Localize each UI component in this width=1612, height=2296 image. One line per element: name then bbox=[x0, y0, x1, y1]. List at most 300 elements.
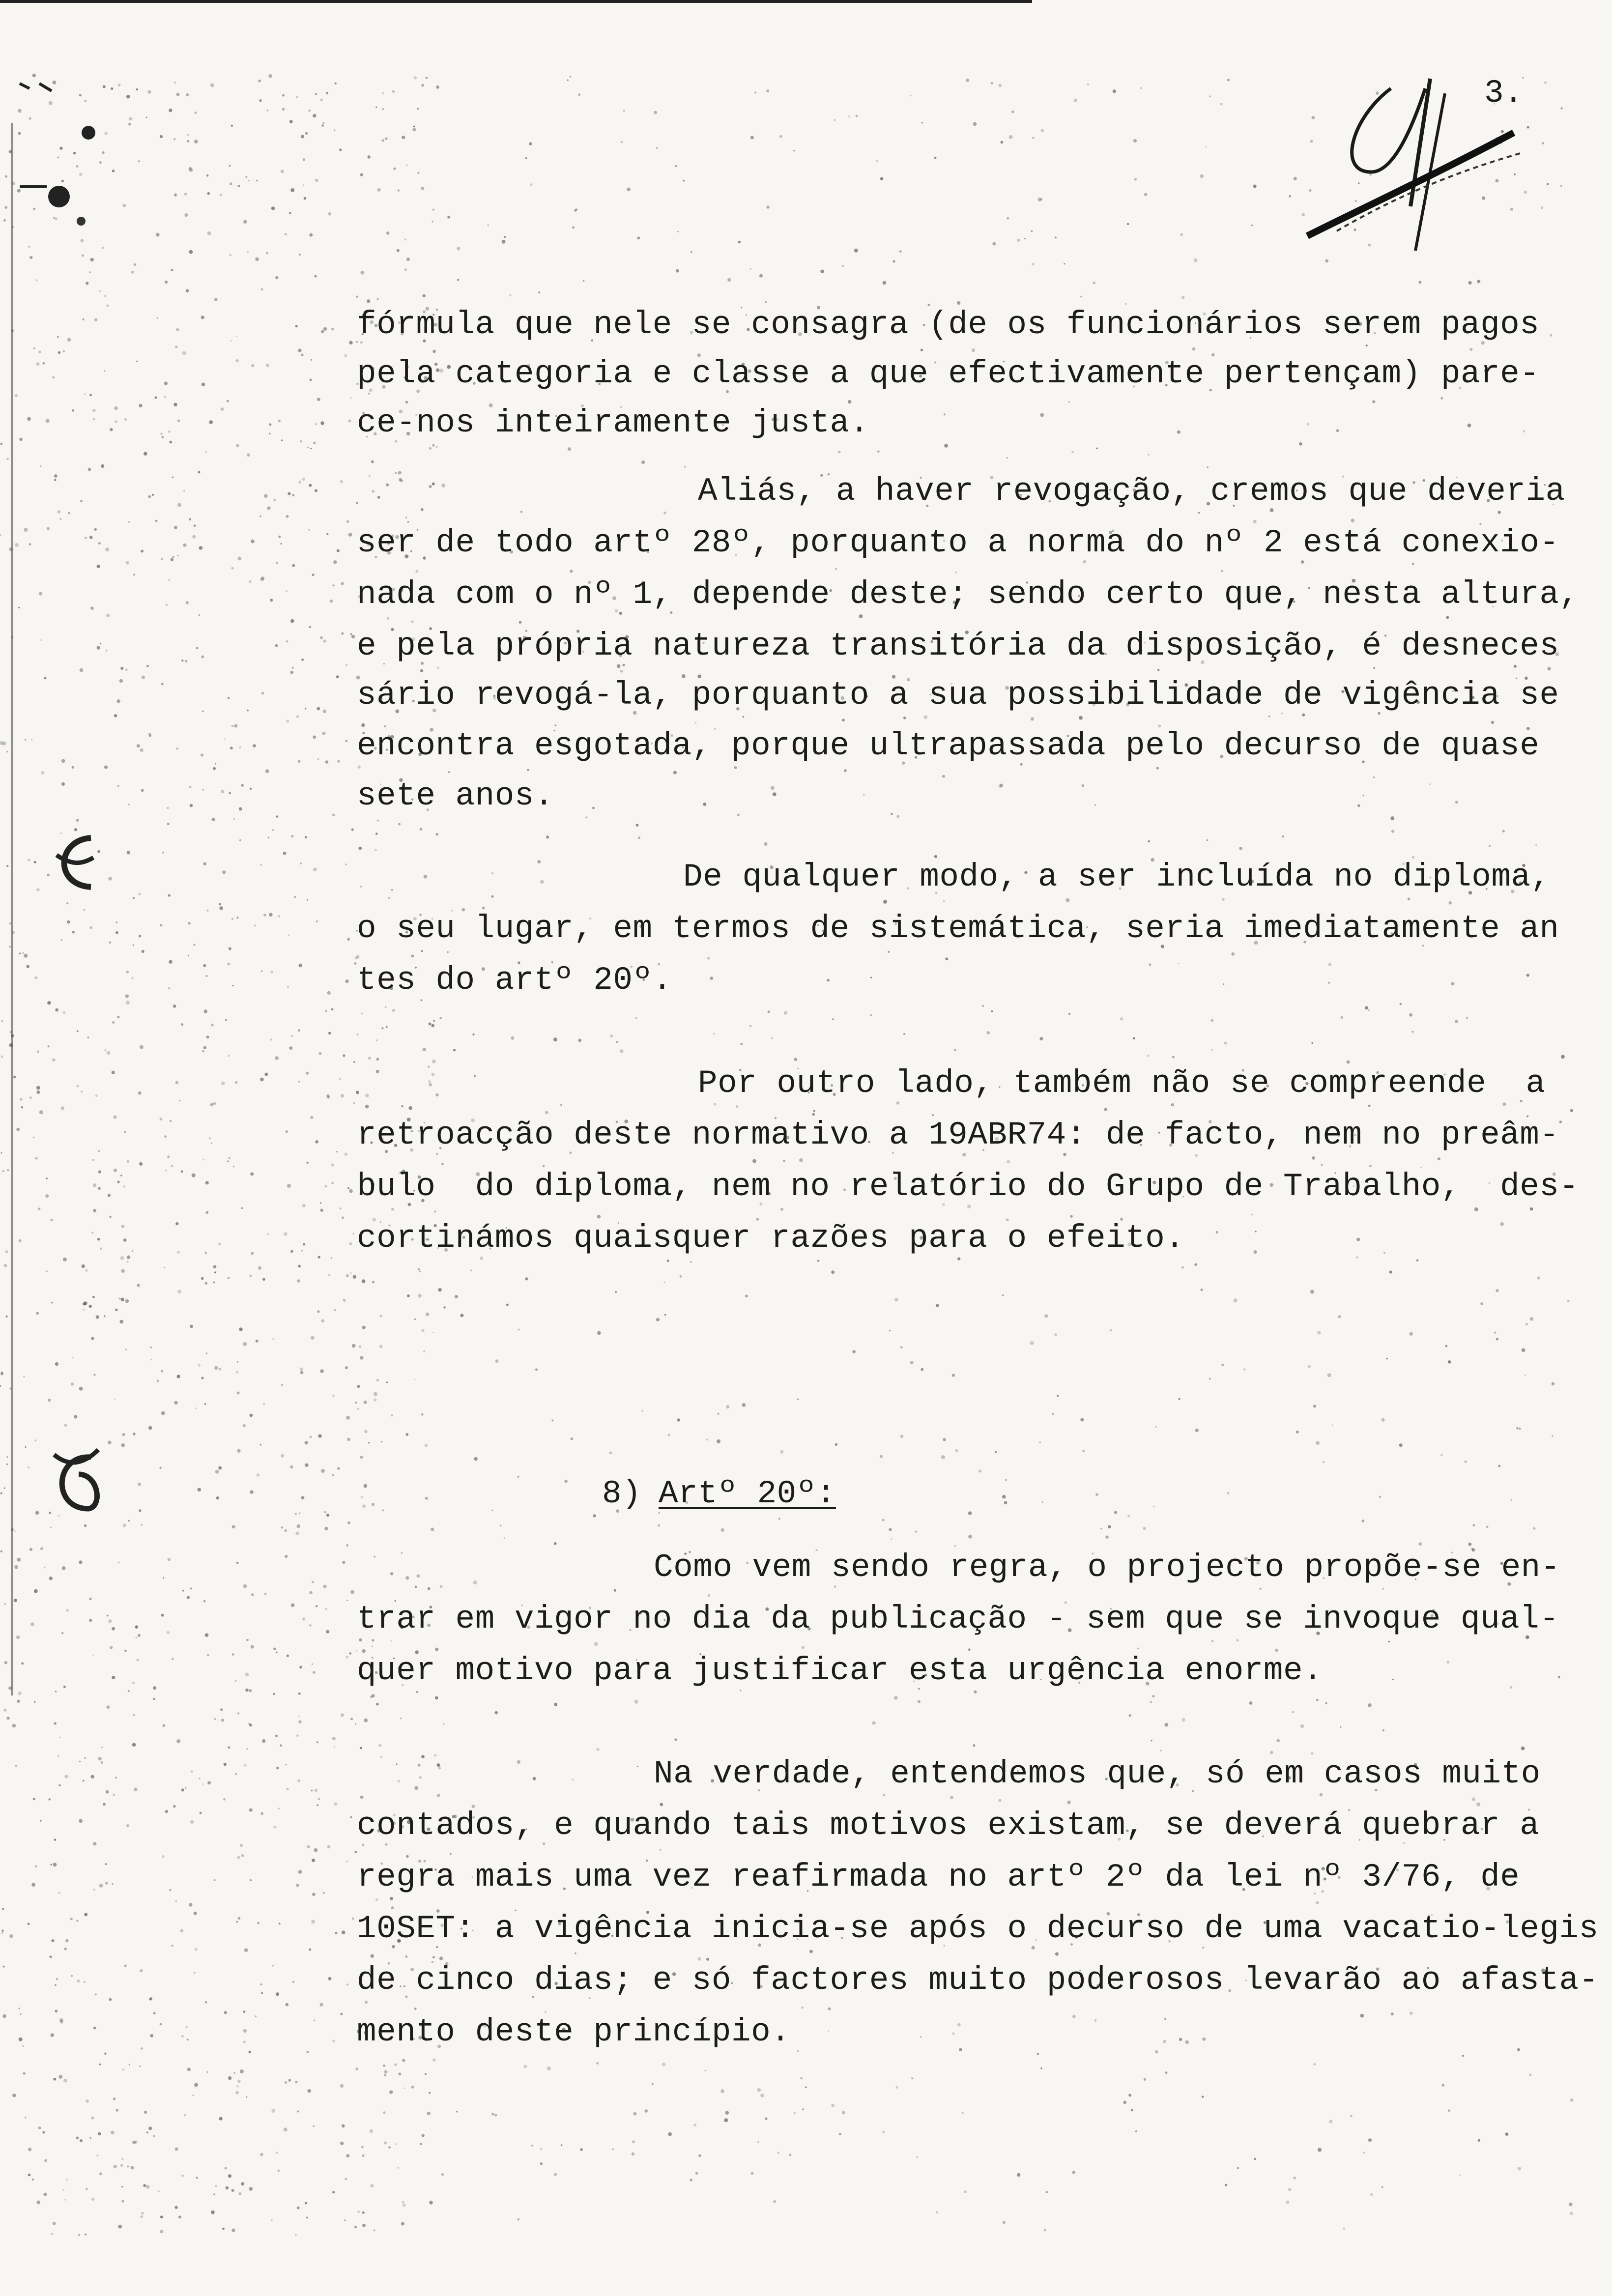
scan-speck bbox=[163, 1724, 166, 1727]
scan-speck bbox=[305, 708, 307, 710]
scan-speck bbox=[288, 2079, 291, 2082]
scan-speck bbox=[1180, 233, 1182, 236]
scan-speck bbox=[260, 864, 262, 866]
scan-speck bbox=[432, 1073, 435, 1076]
scan-speck bbox=[313, 442, 316, 445]
scan-speck bbox=[1094, 2019, 1097, 2022]
scan-speck bbox=[348, 533, 352, 537]
scan-speck bbox=[561, 2144, 563, 2146]
scan-speck bbox=[251, 1593, 254, 1596]
scan-speck bbox=[70, 1918, 73, 1920]
scan-speck bbox=[325, 1010, 327, 1012]
scan-speck bbox=[1351, 2115, 1353, 2117]
scan-speck bbox=[194, 524, 196, 527]
scan-speck bbox=[112, 1676, 115, 1679]
scan-speck bbox=[317, 1804, 318, 1806]
scan-speck bbox=[668, 2132, 672, 2136]
scan-speck bbox=[1494, 1331, 1497, 1334]
scan-speck bbox=[425, 2073, 427, 2075]
scan-speck bbox=[292, 1981, 294, 1983]
scan-speck bbox=[207, 910, 209, 912]
scan-speck bbox=[156, 1379, 159, 1382]
scan-speck bbox=[192, 535, 196, 539]
scan-speck bbox=[391, 1414, 393, 1416]
scan-speck bbox=[345, 863, 347, 865]
scan-speck bbox=[396, 2143, 398, 2145]
scan-speck bbox=[419, 1776, 422, 1779]
scan-speck bbox=[16, 1128, 20, 1131]
scan-speck bbox=[1181, 296, 1185, 299]
scan-speck bbox=[403, 2088, 405, 2090]
scan-speck bbox=[260, 1444, 261, 1445]
scan-speck bbox=[389, 2091, 393, 2094]
scan-speck bbox=[163, 1577, 164, 1578]
scan-speck bbox=[838, 451, 841, 454]
scan-speck bbox=[992, 242, 996, 245]
scan-speck bbox=[31, 1883, 35, 1887]
scan-speck bbox=[301, 1496, 305, 1499]
scan-speck bbox=[19, 2038, 23, 2041]
scan-speck bbox=[424, 875, 428, 879]
scan-speck bbox=[146, 2131, 148, 2133]
scan-speck bbox=[282, 94, 285, 96]
scan-speck bbox=[523, 2065, 527, 2068]
scan-speck bbox=[421, 1413, 424, 1416]
scan-speck bbox=[22, 2045, 24, 2047]
scan-speck bbox=[124, 1650, 126, 1652]
scan-speck bbox=[447, 216, 450, 219]
scan-speck bbox=[392, 1009, 395, 1012]
scan-speck bbox=[148, 2126, 152, 2130]
scan-speck bbox=[246, 1639, 249, 1641]
scan-speck bbox=[374, 2230, 375, 2232]
scan-speck bbox=[333, 585, 335, 587]
scan-speck bbox=[40, 1820, 41, 1821]
scan-speck bbox=[199, 614, 200, 616]
scan-speck bbox=[42, 2131, 45, 2133]
scan-speck bbox=[382, 92, 384, 94]
scan-speck bbox=[266, 252, 268, 255]
scan-speck bbox=[195, 1948, 198, 1951]
scan-speck bbox=[179, 1100, 180, 1101]
scan-speck bbox=[331, 1257, 332, 1259]
scan-speck bbox=[417, 1574, 420, 1578]
scan-speck bbox=[596, 2062, 599, 2065]
scan-speck bbox=[251, 540, 255, 544]
scan-speck bbox=[93, 1889, 96, 1891]
scan-speck bbox=[272, 1338, 274, 1340]
scan-speck bbox=[332, 2039, 335, 2042]
scan-speck bbox=[1194, 258, 1198, 262]
scan-speck bbox=[29, 1096, 32, 1099]
scan-speck bbox=[1225, 2184, 1227, 2186]
scan-speck bbox=[109, 942, 111, 944]
scan-speck bbox=[350, 1272, 351, 1274]
scan-speck bbox=[793, 150, 795, 151]
scan-speck bbox=[257, 1922, 259, 1924]
scan-speck bbox=[342, 1561, 345, 1564]
scan-speck bbox=[28, 1923, 30, 1925]
scan-speck bbox=[202, 1783, 203, 1785]
scan-speck bbox=[385, 1006, 387, 1008]
scan-speck bbox=[243, 1424, 246, 1427]
scan-speck bbox=[257, 1473, 259, 1476]
scan-speck bbox=[236, 1562, 239, 1564]
text-line: encontra esgotada, porque ultrapassada pelo decurso de quase bbox=[357, 727, 1540, 764]
scan-speck bbox=[334, 1309, 336, 1311]
scan-speck bbox=[391, 889, 393, 891]
scan-speck bbox=[114, 1399, 115, 1400]
scan-speck bbox=[106, 305, 109, 307]
scan-speck bbox=[92, 1655, 94, 1656]
scan-speck bbox=[520, 511, 522, 513]
scan-speck bbox=[1144, 193, 1148, 196]
scan-speck bbox=[358, 2210, 360, 2212]
scan-speck bbox=[177, 1251, 180, 1254]
scan-speck bbox=[229, 947, 231, 950]
scan-speck bbox=[535, 1368, 538, 1371]
scan-speck bbox=[196, 2177, 198, 2179]
scan-speck bbox=[228, 1747, 230, 1749]
scan-speck bbox=[241, 1854, 244, 1857]
scan-speck bbox=[260, 2153, 263, 2156]
scan-speck bbox=[155, 520, 158, 522]
scan-speck bbox=[129, 2064, 130, 2065]
scan-speck bbox=[134, 1788, 138, 1792]
scan-speck bbox=[0, 1385, 1, 1387]
scan-speck bbox=[360, 1747, 362, 1749]
scan-speck bbox=[303, 1243, 305, 1245]
scan-speck bbox=[352, 1344, 356, 1348]
scan-speck bbox=[1, 1056, 3, 1058]
scan-speck bbox=[345, 979, 349, 983]
text-line: retroacção deste normativo a 19ABR74: de facto, nem no preâm- bbox=[357, 1117, 1559, 1153]
scan-speck bbox=[289, 1046, 292, 1050]
scan-speck bbox=[142, 675, 145, 679]
scan-speck bbox=[126, 561, 129, 565]
scan-speck bbox=[621, 141, 623, 144]
scan-speck bbox=[423, 1048, 426, 1051]
scan-speck bbox=[401, 480, 403, 483]
scan-speck bbox=[1478, 2139, 1480, 2142]
scan-speck bbox=[177, 555, 179, 556]
scan-speck bbox=[160, 2023, 162, 2026]
scan-speck bbox=[1080, 1418, 1084, 1422]
scan-speck bbox=[248, 180, 250, 182]
scan-speck bbox=[88, 1305, 92, 1308]
scan-speck bbox=[85, 2234, 86, 2236]
scan-speck bbox=[181, 660, 183, 661]
scan-speck bbox=[1178, 1398, 1180, 1400]
scan-speck bbox=[206, 1035, 209, 1038]
scan-speck bbox=[181, 1023, 183, 1026]
scan-speck bbox=[336, 1151, 338, 1152]
scan-speck bbox=[83, 1780, 85, 1782]
scan-speck bbox=[232, 1653, 234, 1656]
scan-speck bbox=[358, 847, 362, 850]
scan-speck bbox=[1500, 1222, 1504, 1226]
scan-speck bbox=[53, 2222, 56, 2225]
scan-speck bbox=[1368, 2138, 1372, 2142]
scan-speck bbox=[91, 2117, 94, 2120]
scan-speck bbox=[1447, 1661, 1450, 1664]
scan-speck bbox=[361, 1496, 363, 1498]
scan-speck bbox=[174, 526, 177, 529]
scan-speck bbox=[191, 1771, 193, 1773]
scan-speck bbox=[221, 790, 224, 793]
scan-speck bbox=[97, 1238, 100, 1241]
scan-speck bbox=[72, 766, 74, 769]
scan-speck bbox=[400, 1718, 402, 1719]
scan-speck bbox=[1382, 1729, 1384, 1731]
scan-speck bbox=[38, 350, 41, 353]
scan-speck bbox=[1165, 2071, 1168, 2074]
scan-speck bbox=[828, 2008, 831, 2010]
scan-speck bbox=[77, 1980, 80, 1982]
scan-speck bbox=[107, 1051, 111, 1055]
scan-speck bbox=[271, 2220, 272, 2221]
scan-speck bbox=[623, 110, 625, 112]
scan-speck bbox=[341, 1094, 345, 1098]
scan-speck bbox=[47, 1001, 51, 1004]
scan-speck bbox=[1343, 2228, 1345, 2230]
scan-speck bbox=[662, 2063, 665, 2066]
scan-speck bbox=[1227, 79, 1230, 81]
scan-speck bbox=[1466, 1017, 1468, 1019]
scan-speck bbox=[213, 1102, 216, 1105]
scan-speck bbox=[297, 2207, 300, 2210]
scan-speck bbox=[214, 1366, 218, 1370]
scan-speck bbox=[158, 2190, 160, 2192]
scan-speck bbox=[183, 544, 187, 547]
scan-speck bbox=[99, 2172, 102, 2175]
scan-speck bbox=[944, 444, 948, 448]
scan-speck bbox=[437, 1794, 440, 1797]
text-line: contados, e quando tais motivos existam, se deverá quebrar a bbox=[357, 1807, 1540, 1844]
scan-speck bbox=[1140, 87, 1142, 89]
scan-speck bbox=[331, 1182, 334, 1184]
scan-speck bbox=[280, 1744, 282, 1747]
scan-speck bbox=[54, 474, 58, 478]
scan-speck bbox=[1148, 840, 1150, 842]
scan-speck bbox=[338, 760, 340, 763]
scan-speck bbox=[1209, 1378, 1210, 1379]
scan-speck bbox=[372, 1503, 374, 1506]
scan-speck bbox=[1209, 95, 1211, 97]
scan-speck bbox=[920, 2036, 921, 2038]
scan-speck bbox=[297, 1279, 300, 1283]
scan-speck bbox=[136, 361, 138, 362]
scan-speck bbox=[740, 1043, 743, 1045]
scan-speck bbox=[426, 77, 428, 79]
scan-speck bbox=[1211, 1049, 1213, 1051]
scan-speck bbox=[1310, 1290, 1314, 1293]
scan-speck bbox=[1179, 2038, 1182, 2041]
scan-speck bbox=[889, 1330, 891, 1331]
scan-speck bbox=[456, 2111, 458, 2112]
scan-speck bbox=[676, 269, 679, 273]
scan-speck bbox=[828, 2030, 829, 2032]
scan-speck bbox=[351, 829, 354, 831]
scan-speck bbox=[420, 2143, 422, 2145]
scan-speck bbox=[275, 1056, 279, 1060]
scan-speck bbox=[1526, 1323, 1528, 1325]
scan-speck bbox=[121, 1443, 125, 1447]
scan-speck bbox=[351, 635, 355, 638]
scan-speck bbox=[51, 2233, 53, 2235]
scan-speck bbox=[313, 114, 317, 118]
scan-speck bbox=[287, 1655, 289, 1657]
scan-speck bbox=[751, 2172, 753, 2175]
scan-speck bbox=[398, 1780, 400, 1782]
scan-speck bbox=[677, 1418, 680, 1421]
scan-speck bbox=[1068, 401, 1070, 403]
scan-speck bbox=[310, 448, 312, 449]
scan-speck bbox=[271, 2109, 275, 2113]
scan-speck bbox=[170, 1120, 172, 1122]
scan-speck bbox=[231, 567, 234, 570]
scan-speck bbox=[213, 1265, 217, 1268]
scan-speck bbox=[349, 1189, 353, 1193]
scan-speck bbox=[780, 1450, 783, 1454]
scan-speck bbox=[1313, 1405, 1316, 1407]
scan-speck bbox=[436, 833, 438, 835]
scan-speck bbox=[175, 345, 177, 348]
scan-speck bbox=[759, 274, 763, 278]
scan-speck bbox=[194, 1972, 195, 1974]
scan-speck bbox=[764, 842, 768, 846]
scan-speck bbox=[123, 1185, 126, 1188]
scan-speck bbox=[328, 1977, 332, 1980]
scan-speck bbox=[1234, 1298, 1238, 1302]
scan-speck bbox=[361, 2146, 364, 2148]
scan-speck bbox=[896, 2086, 898, 2089]
scan-speck bbox=[571, 1437, 573, 1440]
scan-speck bbox=[228, 1277, 230, 1279]
scan-speck bbox=[164, 396, 166, 398]
scan-speck bbox=[124, 1131, 126, 1133]
scan-speck bbox=[915, 1531, 917, 1533]
scan-speck bbox=[1455, 1020, 1458, 1023]
scan-speck bbox=[109, 1216, 112, 1218]
scan-speck bbox=[249, 1808, 253, 1812]
scan-speck bbox=[76, 2137, 79, 2140]
scan-speck bbox=[123, 1238, 127, 1242]
scan-speck bbox=[131, 2166, 134, 2170]
scan-speck bbox=[593, 1514, 596, 1517]
scan-speck bbox=[309, 1435, 312, 1438]
scan-speck bbox=[182, 1590, 184, 1592]
scan-speck bbox=[894, 1298, 898, 1302]
scan-speck bbox=[236, 336, 237, 337]
scan-speck bbox=[1561, 1055, 1565, 1059]
scan-speck bbox=[205, 451, 207, 453]
scan-speck bbox=[77, 1030, 79, 1032]
scan-speck bbox=[368, 1057, 371, 1060]
scan-speck bbox=[273, 1693, 275, 1695]
scan-speck bbox=[260, 1983, 262, 1985]
scan-speck bbox=[423, 1350, 425, 1352]
scan-speck bbox=[554, 1542, 557, 1545]
scan-speck bbox=[296, 1524, 300, 1528]
scan-speck bbox=[312, 1581, 314, 1583]
scan-speck bbox=[346, 1656, 348, 1658]
scan-speck bbox=[315, 179, 318, 182]
scan-speck bbox=[372, 490, 374, 492]
scan-speck bbox=[509, 294, 511, 296]
scan-speck bbox=[243, 2040, 246, 2043]
scan-speck bbox=[265, 769, 269, 773]
scan-speck bbox=[1511, 1499, 1513, 1501]
scan-speck bbox=[578, 1039, 581, 1042]
scan-speck bbox=[1391, 2012, 1394, 2015]
scan-speck bbox=[6, 865, 8, 867]
scan-speck bbox=[638, 836, 640, 839]
scan-speck bbox=[346, 1416, 350, 1420]
scan-speck bbox=[251, 1645, 254, 1649]
scan-speck bbox=[114, 714, 117, 717]
scan-speck bbox=[418, 1268, 420, 1270]
scan-speck bbox=[298, 1693, 301, 1695]
scan-speck bbox=[1328, 982, 1330, 984]
scan-speck bbox=[110, 428, 113, 431]
scan-speck bbox=[276, 2152, 278, 2153]
scan-speck bbox=[185, 1787, 187, 1789]
scan-speck bbox=[415, 1586, 417, 1588]
scan-speck bbox=[273, 1648, 276, 1650]
scan-speck bbox=[286, 590, 288, 592]
scan-speck bbox=[344, 2219, 345, 2221]
scan-speck bbox=[107, 1705, 110, 1709]
scan-speck bbox=[71, 1975, 73, 1977]
scan-speck bbox=[323, 639, 326, 642]
scan-speck bbox=[209, 420, 213, 424]
scan-speck bbox=[1072, 2015, 1076, 2018]
scan-speck bbox=[44, 1567, 46, 1569]
scan-speck bbox=[9, 1043, 13, 1047]
scan-speck bbox=[153, 2012, 156, 2014]
scan-speck bbox=[362, 2154, 364, 2157]
scan-speck bbox=[317, 1310, 319, 1313]
scan-speck bbox=[89, 271, 91, 273]
scan-speck bbox=[235, 1773, 237, 1775]
scan-speck bbox=[230, 182, 232, 185]
scan-speck bbox=[176, 1739, 180, 1743]
scan-speck bbox=[55, 1691, 57, 1692]
scan-speck bbox=[38, 2126, 41, 2129]
scan-speck bbox=[168, 987, 171, 989]
scan-speck bbox=[432, 208, 434, 211]
scan-speck bbox=[945, 957, 948, 960]
scan-speck bbox=[379, 1345, 383, 1349]
scan-speck bbox=[119, 1320, 123, 1324]
scan-speck bbox=[137, 1659, 139, 1661]
scan-speck bbox=[90, 606, 94, 610]
scan-speck bbox=[160, 924, 162, 926]
scan-speck bbox=[317, 398, 320, 401]
scan-speck bbox=[96, 2154, 98, 2156]
scan-speck bbox=[1149, 963, 1151, 966]
scan-speck bbox=[243, 2010, 246, 2013]
scan-speck bbox=[383, 2111, 385, 2114]
scan-speck bbox=[136, 1637, 137, 1638]
scan-speck bbox=[222, 870, 226, 874]
page-number: 3. bbox=[1484, 75, 1524, 112]
scan-speck bbox=[1164, 1723, 1168, 1727]
scan-speck bbox=[633, 2112, 636, 2116]
scan-speck bbox=[395, 472, 397, 474]
scan-speck bbox=[332, 1395, 334, 1397]
